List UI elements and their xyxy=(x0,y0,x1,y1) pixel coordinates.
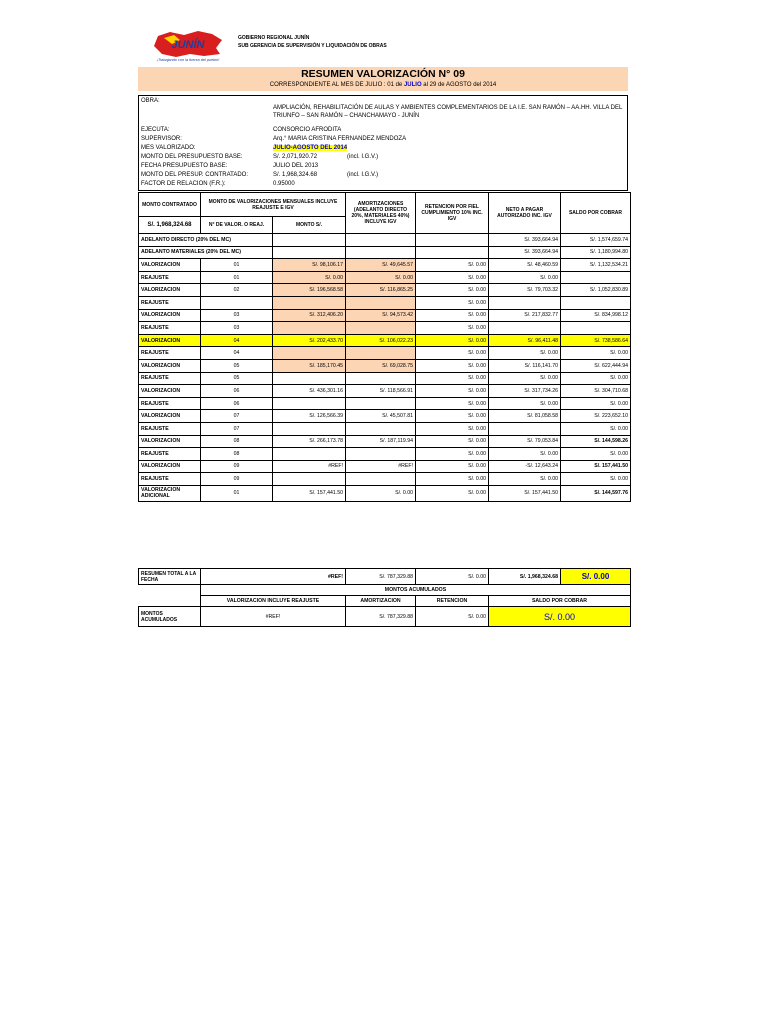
row-num: 08 xyxy=(201,448,273,461)
summary-total-ret: S/. 0.00 xyxy=(416,569,489,585)
row-num: 09 xyxy=(201,473,273,486)
row-tipo: REAJUSTE xyxy=(139,347,201,360)
row-saldo: S/. 0.00 xyxy=(561,473,631,486)
row-neto: S/. 317,734.26 xyxy=(489,385,561,398)
table-row xyxy=(139,359,631,372)
summary-total-label: RESUMEN TOTAL A LA FECHA xyxy=(139,569,201,585)
row-saldo: S/. 0.00 xyxy=(561,397,631,410)
obra-label: OBRA: xyxy=(141,98,160,104)
row-saldo: S/. 0.00 xyxy=(561,448,631,461)
summary-total-row xyxy=(139,569,631,585)
row-neto: S/. 81,058.58 xyxy=(489,410,561,423)
empty-cell xyxy=(416,234,489,247)
row-amort xyxy=(346,372,416,385)
row-saldo: S/. 144,598.26 xyxy=(561,435,631,448)
row-neto: S/. 116,141.70 xyxy=(489,359,561,372)
header-monto-valorizaciones: MONTO DE VALORIZACIONES MENSUALES INCLUYE REAJUSTE E IGV xyxy=(201,193,346,217)
row-num: 07 xyxy=(201,422,273,435)
row-tipo: VALORIZACION xyxy=(139,435,201,448)
summary-acum-title: MONTOS ACUMULADOS xyxy=(201,585,631,596)
summary-acum-title-row xyxy=(139,585,631,596)
row-amort xyxy=(346,322,416,335)
row-amort: S/. 94,573.42 xyxy=(346,309,416,322)
row-tipo: REAJUSTE xyxy=(139,473,201,486)
summary-total-saldo: S/. 0.00 xyxy=(561,569,631,585)
row-amort xyxy=(346,422,416,435)
row-tipo: VALORIZACION xyxy=(139,259,201,272)
row-amort xyxy=(346,296,416,309)
table-row xyxy=(139,309,631,322)
row-amort: S/. 187,119.94 xyxy=(346,435,416,448)
summary-h-amort: AMORTIZACION xyxy=(346,596,416,607)
obra-value: AMPLIACIÓN, REHABILITACIÓN DE AULAS Y AMBIENTES COMPLEMENTARIOS DE LA I.E. SAN RAMÓN – AA.HH. VILLA DEL TRIUNFO – SAN RAMÓN – CHANCHAMAYO - JUNÍN xyxy=(273,105,623,119)
summary-acum-header-row xyxy=(139,596,631,607)
row-neto: S/. 79,703.32 xyxy=(489,284,561,297)
row-tipo: VALORIZACION xyxy=(139,284,201,297)
empty-cell xyxy=(416,246,489,259)
row-ret: S/. 0.00 xyxy=(416,334,489,347)
adicional-row xyxy=(139,485,631,501)
table-row xyxy=(139,460,631,473)
table-row xyxy=(139,347,631,360)
row-num: 02 xyxy=(201,284,273,297)
row-ret: S/. 0.00 xyxy=(416,410,489,423)
row-tipo: REAJUSTE xyxy=(139,296,201,309)
summary-total-neto: S/. 1,968,324.68 xyxy=(489,569,561,585)
row-monto: S/. 202,433.70 xyxy=(273,334,346,347)
row-neto: S/. 217,832.77 xyxy=(489,309,561,322)
empty-cell xyxy=(273,234,346,247)
row-saldo: S/. 622,444.94 xyxy=(561,359,631,372)
page-title: RESUMEN VALORIZACIÓN N° 09 xyxy=(301,68,465,80)
row-monto xyxy=(273,347,346,360)
summary-table xyxy=(138,568,631,627)
row-monto: #REF! xyxy=(273,460,346,473)
empty-cell xyxy=(273,246,346,259)
row-ret: S/. 0.00 xyxy=(416,296,489,309)
row-num: 04 xyxy=(201,334,273,347)
factor-label: FACTOR DE RELACION (F.R.): xyxy=(141,181,226,187)
row-saldo: S/. 0.00 xyxy=(561,347,631,360)
adicional-num: 01 xyxy=(201,485,273,501)
title-box xyxy=(138,67,628,91)
row-tipo: VALORIZACION xyxy=(139,334,201,347)
empty-cell xyxy=(346,246,416,259)
adicional-saldo: S/. 144,597.76 xyxy=(561,485,631,501)
row-ret: S/. 0.00 xyxy=(416,397,489,410)
junin-logo-graphic xyxy=(150,30,228,64)
row-tipo: REAJUSTE xyxy=(139,271,201,284)
row-saldo: S/. 738,586.64 xyxy=(561,334,631,347)
neto-cell: S/. 393,664.94 xyxy=(489,246,561,259)
row-amort: S/. 116,865.25 xyxy=(346,284,416,297)
row-amort xyxy=(346,397,416,410)
summary-total-valor: #REF! xyxy=(201,569,346,585)
summary-h-saldo: SALDO POR COBRAR xyxy=(489,596,631,607)
row-ret: S/. 0.00 xyxy=(416,473,489,486)
row-monto: S/. 126,566.39 xyxy=(273,410,346,423)
row-ret: S/. 0.00 xyxy=(416,309,489,322)
row-num: 04 xyxy=(201,347,273,360)
row-monto: S/. 312,406.20 xyxy=(273,309,346,322)
row-neto: S/. 0.00 xyxy=(489,347,561,360)
adicional-amort: S/. 0.00 xyxy=(346,485,416,501)
row-neto: S/. 48,460.59 xyxy=(489,259,561,272)
svg-text:JUNÍN: JUNÍN xyxy=(171,39,205,51)
subtitle-month: JULIO xyxy=(403,82,422,88)
row-neto: S/. 79,053.84 xyxy=(489,435,561,448)
row-neto: -S/. 12,643.24 xyxy=(489,460,561,473)
row-monto xyxy=(273,422,346,435)
adelanto-row xyxy=(139,234,631,247)
valorization-table-body xyxy=(139,193,631,502)
supervisor-value: Arq.° MARIA CRISTINA FERNANDEZ MENDOZA xyxy=(273,136,407,142)
row-neto xyxy=(489,296,561,309)
row-monto xyxy=(273,372,346,385)
row-amort: S/. 69,028.75 xyxy=(346,359,416,372)
row-ret: S/. 0.00 xyxy=(416,347,489,360)
row-amort xyxy=(346,347,416,360)
summary-acum-ret: S/. 0.00 xyxy=(416,607,489,627)
table-header-row xyxy=(139,193,631,217)
row-monto: S/. 98,106.17 xyxy=(273,259,346,272)
row-saldo: S/. 0.00 xyxy=(561,372,631,385)
row-monto xyxy=(273,397,346,410)
adicional-monto: S/. 157,441.50 xyxy=(273,485,346,501)
table-row xyxy=(139,473,631,486)
summary-acum-saldo: S/. 0.00 xyxy=(489,607,631,627)
row-amort: S/. 0.00 xyxy=(346,271,416,284)
mes-label: MES VALORIZADO: xyxy=(141,145,196,151)
table-row xyxy=(139,397,631,410)
row-ret: S/. 0.00 xyxy=(416,284,489,297)
header-monto-s: MONTO S/. xyxy=(273,217,346,234)
adelanto-label: ADELANTO DIRECTO (20% DEL MC) xyxy=(139,234,273,247)
table-row xyxy=(139,296,631,309)
row-saldo xyxy=(561,271,631,284)
row-num xyxy=(201,296,273,309)
table-row xyxy=(139,259,631,272)
table-row xyxy=(139,385,631,398)
table-row xyxy=(139,448,631,461)
header-neto: NETO A PAGAR AUTORIZADO INC. IGV xyxy=(489,193,561,234)
row-ret: S/. 0.00 xyxy=(416,259,489,272)
row-ret: S/. 0.00 xyxy=(416,448,489,461)
header-retencion: RETENCION POR FIEL CUMPLIMIENTO 10% INC. IGV xyxy=(416,193,489,234)
header-monto-value: S/. 1,968,324.68 xyxy=(139,217,201,234)
subtitle-pre: CORRESPONDIENTE AL MES DE JULIO : 01 de xyxy=(269,82,404,88)
table-row xyxy=(139,435,631,448)
saldo-cell: S/. 1,574,659.74 xyxy=(561,234,631,247)
row-num: 06 xyxy=(201,385,273,398)
ejecuta-label: EJECUTA: xyxy=(141,127,170,133)
summary-h-valor: VALORIZACION INCLUYE REAJUSTE xyxy=(201,596,346,607)
row-tipo: VALORIZACION xyxy=(139,410,201,423)
row-ret: S/. 0.00 xyxy=(416,359,489,372)
row-ret: S/. 0.00 xyxy=(416,435,489,448)
row-monto xyxy=(273,448,346,461)
row-neto: S/. 0.00 xyxy=(489,473,561,486)
saldo-cell: S/. 1,180,994.80 xyxy=(561,246,631,259)
summary-blank xyxy=(139,596,201,607)
summary-acum-valor: #REF! xyxy=(201,607,346,627)
row-ret: S/. 0.00 xyxy=(416,422,489,435)
row-num: 08 xyxy=(201,435,273,448)
header-monto-contratado: MONTO CONTRATADO xyxy=(139,193,201,217)
row-num: 03 xyxy=(201,322,273,335)
mes-value: JULIO-AGOSTO DEL 2014 xyxy=(273,145,348,151)
row-monto: S/. 436,301.16 xyxy=(273,385,346,398)
monto-base-value: S/. 2,071,920.72 xyxy=(273,154,318,160)
adicional-tipo: VALORIZACION ADICIONAL xyxy=(139,485,201,501)
row-num: 09 xyxy=(201,460,273,473)
row-monto xyxy=(273,473,346,486)
table-row xyxy=(139,271,631,284)
contratado-igv: (incl. I.G.V.) xyxy=(347,172,379,178)
summary-acum-amort: S/. 787,329.88 xyxy=(346,607,416,627)
monto-base-igv: (incl. I.G.V.) xyxy=(347,154,379,160)
neto-cell: S/. 393,664.94 xyxy=(489,234,561,247)
row-ret: S/. 0.00 xyxy=(416,271,489,284)
row-saldo: S/. 1,132,534.21 xyxy=(561,259,631,272)
row-num: 03 xyxy=(201,309,273,322)
row-tipo: REAJUSTE xyxy=(139,372,201,385)
contratado-value: S/. 1,968,324.68 xyxy=(273,172,318,178)
adicional-ret: S/. 0.00 xyxy=(416,485,489,501)
row-tipo: VALORIZACION xyxy=(139,385,201,398)
row-tipo: REAJUSTE xyxy=(139,422,201,435)
row-amort xyxy=(346,473,416,486)
row-ret: S/. 0.00 xyxy=(416,460,489,473)
table-row xyxy=(139,422,631,435)
row-tipo: REAJUSTE xyxy=(139,322,201,335)
row-neto: S/. 96,411.48 xyxy=(489,334,561,347)
row-saldo xyxy=(561,296,631,309)
row-num: 05 xyxy=(201,359,273,372)
header-line-2: SUB GERENCIA DE SUPERVISIÓN Y LIQUIDACIÓN DE OBRAS xyxy=(238,43,387,49)
row-ret: S/. 0.00 xyxy=(416,322,489,335)
empty-cell xyxy=(346,234,416,247)
table-row xyxy=(139,410,631,423)
ejecuta-value: CONSORCIO AFRODITA xyxy=(273,127,342,133)
row-neto: S/. 0.00 xyxy=(489,372,561,385)
row-amort: S/. 45,507.81 xyxy=(346,410,416,423)
row-monto xyxy=(273,296,346,309)
header-amortizaciones: AMORTIZACIONES (ADELANTO DIRECTO 20%, MATERIALES 40%) INCLUYE IGV xyxy=(346,193,416,234)
summary-acum-row xyxy=(139,607,631,627)
row-num: 07 xyxy=(201,410,273,423)
row-saldo: S/. 304,710.68 xyxy=(561,385,631,398)
factor-value: 0.95000 xyxy=(273,181,295,187)
summary-total-amort: S/. 787,329.88 xyxy=(346,569,416,585)
junin-logo xyxy=(150,30,228,64)
row-num: 05 xyxy=(201,372,273,385)
row-monto: S/. 266,173.78 xyxy=(273,435,346,448)
monto-base-label: MONTO DEL PRESUPUESTO BASE: xyxy=(141,154,243,160)
row-saldo: S/. 223,652.10 xyxy=(561,410,631,423)
table-row xyxy=(139,334,631,347)
row-amort xyxy=(346,448,416,461)
contratado-label: MONTO DEL PRESUP. CONTRATADO: xyxy=(141,172,249,178)
fecha-value: JULIO DEL 2013 xyxy=(273,163,319,169)
row-amort: S/. 106,022.23 xyxy=(346,334,416,347)
summary-acum-label: MONTOS ACUMULADOS xyxy=(139,607,201,627)
row-monto: S/. 185,170.45 xyxy=(273,359,346,372)
adelanto-label: ADELANTO MATERIALES (20% DEL MC) xyxy=(139,246,273,259)
header-num-valor: N° DE VALOR. O REAJ. xyxy=(201,217,273,234)
row-saldo: S/. 157,441.50 xyxy=(561,460,631,473)
row-tipo: VALORIZACION xyxy=(139,460,201,473)
fecha-label: FECHA PRESUPUESTO BASE: xyxy=(141,163,228,169)
adicional-neto: S/. 157,441.50 xyxy=(489,485,561,501)
row-neto: S/. 0.00 xyxy=(489,271,561,284)
row-tipo: VALORIZACION xyxy=(139,359,201,372)
row-saldo: S/. 1,052,830.89 xyxy=(561,284,631,297)
row-saldo: S/. 834,998.12 xyxy=(561,309,631,322)
summary-blank xyxy=(139,585,201,596)
row-num: 01 xyxy=(201,271,273,284)
row-monto xyxy=(273,322,346,335)
summary-h-ret: RETENCION xyxy=(416,596,489,607)
row-amort: #REF! xyxy=(346,460,416,473)
row-num: 06 xyxy=(201,397,273,410)
supervisor-label: SUPERVISOR: xyxy=(141,136,182,142)
valorization-table xyxy=(138,192,631,502)
row-tipo: REAJUSTE xyxy=(139,397,201,410)
header-line-1: GOBIERNO REGIONAL JUNÍN xyxy=(238,35,310,41)
row-saldo xyxy=(561,322,631,335)
header-saldo: SALDO POR COBRAR xyxy=(561,193,631,234)
row-neto: S/. 0.00 xyxy=(489,448,561,461)
row-neto xyxy=(489,422,561,435)
project-info xyxy=(138,95,628,191)
subtitle-post: al 29 de AGOSTO del 2014 xyxy=(421,82,497,88)
row-neto: S/. 0.00 xyxy=(489,397,561,410)
row-tipo: VALORIZACION xyxy=(139,309,201,322)
row-amort: S/. 49,645.57 xyxy=(346,259,416,272)
page-subtitle xyxy=(138,81,628,89)
row-neto xyxy=(489,322,561,335)
row-saldo: S/. 0.00 xyxy=(561,422,631,435)
row-ret: S/. 0.00 xyxy=(416,385,489,398)
adelanto-row xyxy=(139,246,631,259)
row-ret: S/. 0.00 xyxy=(416,372,489,385)
row-monto: S/. 196,568.58 xyxy=(273,284,346,297)
row-tipo: REAJUSTE xyxy=(139,448,201,461)
table-row xyxy=(139,372,631,385)
row-monto: S/. 0.00 xyxy=(273,271,346,284)
row-amort: S/. 118,566.91 xyxy=(346,385,416,398)
table-row xyxy=(139,322,631,335)
svg-text:¡Trabajando con la fuerza del: ¡Trabajando con la fuerza del pueblo! xyxy=(156,58,220,62)
table-row xyxy=(139,284,631,297)
row-num: 01 xyxy=(201,259,273,272)
